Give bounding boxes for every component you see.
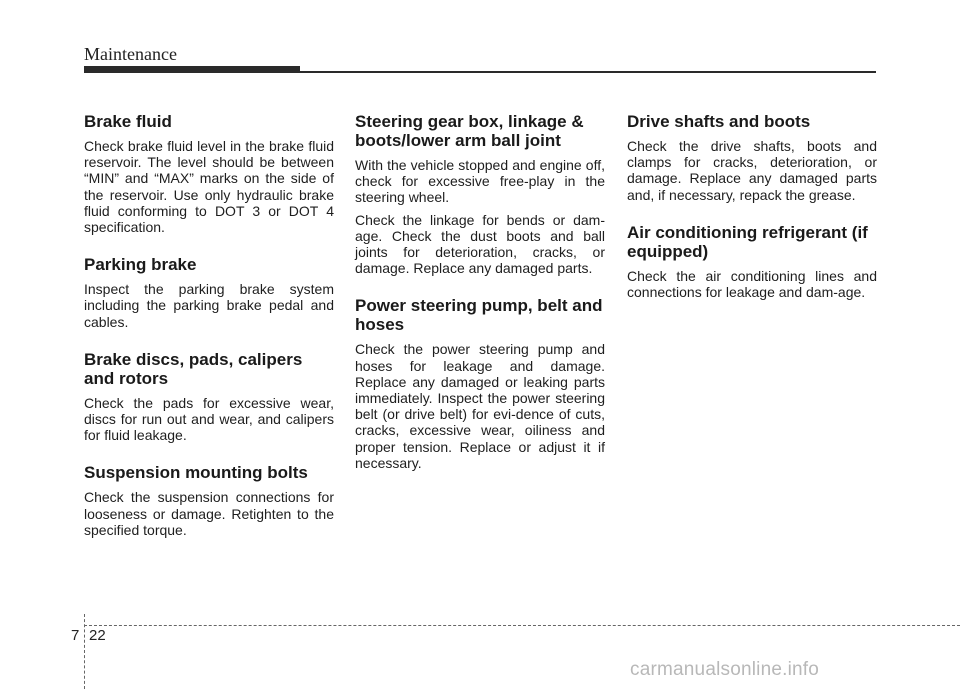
section-title: Air conditioning refrigerant (if equipped) <box>627 222 868 261</box>
section-body: Check the linkage for bends or dam-age. Check the dust boots and ball joints for deterioration, cracks, or damage. Replace any damaged parts. <box>355 211 605 277</box>
header-rule <box>300 71 876 73</box>
section-air-conditioning <box>627 223 877 300</box>
section-title: Power steering pump, belt and hoses <box>355 296 603 335</box>
column-1 <box>84 112 334 558</box>
section-body: With the vehicle stopped and engine off, check for excessive free-play in the steering wheel. <box>355 157 605 206</box>
section-body: Check the drive shafts, boots and clamps for cracks, deterioration, or damage. Replace any damaged parts and, if necessary, repack the grease. <box>627 138 877 203</box>
section-title: Drive shafts and boots <box>627 112 811 131</box>
watermark: carmanualsonline.info <box>630 659 820 680</box>
chapter-number: 7 <box>71 627 80 644</box>
section-body: Check the power steering pump and hoses for leakage and damage. Replace any damaged or leaking parts immediately. Inspect the power steering belt (or drive belt) for evi-dence of cuts, cracks, excessive wear, oiliness and proper tension. Replace or adjust it if necessary. <box>355 341 605 471</box>
section-title: Parking brake <box>84 255 197 275</box>
footer-rule <box>84 625 960 626</box>
page-number: 22 <box>89 627 106 644</box>
section-title: Brake discs, pads, calipers and rotors <box>84 349 303 388</box>
section-title: Brake fluid <box>84 112 172 131</box>
section-body: Check brake fluid level in the brake fluid reservoir. The level should be between “MIN” and “MAX” marks on the side of the reservoir. Use only hydraulic brake fluid conforming to DOT 3 or DOT 4 specification. <box>84 138 334 236</box>
section-steering-gear <box>355 112 605 276</box>
section-title: Suspension mounting bolts <box>84 463 308 483</box>
section-suspension-bolts <box>84 463 334 538</box>
section-power-steering <box>355 296 605 471</box>
page-header-title: Maintenance <box>84 44 177 64</box>
section-body: Check the suspension connections for looseness or damage. Retighten to the specified torque. <box>84 489 334 538</box>
column-2 <box>355 112 605 491</box>
section-body: Inspect the parking brake system including the parking brake pedal and cables. <box>84 281 334 330</box>
section-body: Check the pads for excessive wear, discs for run out and wear, and calipers for fluid leakage. <box>84 394 334 444</box>
section-brake-fluid <box>84 112 334 235</box>
column-3 <box>627 112 877 320</box>
section-drive-shafts <box>627 112 877 203</box>
header-accent-bar <box>84 66 300 73</box>
footer-divider <box>84 614 85 689</box>
section-brake-discs <box>84 350 334 444</box>
section-parking-brake <box>84 255 334 330</box>
section-title: Steering gear box, linkage & boots/lower arm ball joint <box>355 112 584 150</box>
section-body: Check the air conditioning lines and connections for leakage and dam-age. <box>627 267 877 301</box>
